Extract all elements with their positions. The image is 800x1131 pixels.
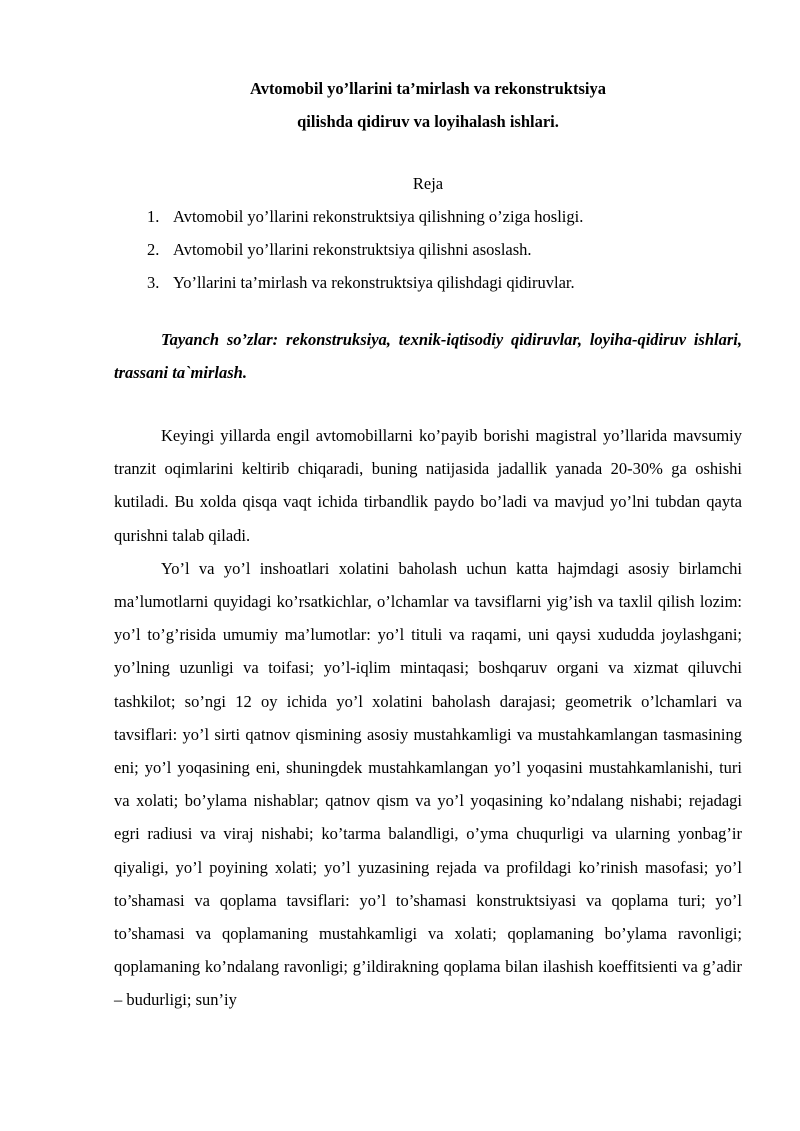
- document-page: [114, 72, 742, 1017]
- plan-item-text: Yo’llarini ta’mirlash va rekonstruktsiya qilishdagi qidiruvlar.: [173, 273, 575, 292]
- document-title-line-1: Avtomobil yo’llarini ta’mirlash va rekonstruktsiya: [250, 79, 606, 98]
- plan-item-2: [114, 233, 742, 266]
- plan-item-number: 3.: [147, 273, 160, 292]
- body-paragraph-1: Keyingi yillarda engil avtomobillarni ko’payib borishi magistral yo’llarida mavsumiy tranzit oqimlarini keltirib chiqaradi, buning natijasida jadallik yanada 20-30% ga oshishi kutiladi. Bu xolda qisqa vaqt ichida tirbandlik paydo bo’ladi va mavjud yo’lni tubdan qayta qurishni talab qiladi.: [114, 426, 742, 545]
- plan-item-text: Avtomobil yo’llarini rekonstruktsiya qilishning o’ziga hosligi.: [173, 207, 584, 226]
- plan-item-text: Avtomobil yo’llarini rekonstruktsiya qilishni asoslash.: [173, 240, 532, 259]
- plan-item-number: 2.: [147, 240, 160, 259]
- plan-heading: Reja: [412, 174, 444, 193]
- keywords-paragraph: Tayanch so’zlar: rekonstruksiya, texnik-iqtisodiy qidiruvlar, loyiha-qidiruv ishlari, trassani ta`mirlash.: [114, 330, 742, 382]
- document-title-line-2: qilishda qidiruv va loyihalash ishlari.: [297, 112, 559, 131]
- plan-item-number: 1.: [147, 207, 160, 226]
- plan-item-3: [114, 266, 742, 299]
- body-paragraph-2: Yo’l va yo’l inshoatlari xolatini baholash uchun katta hajmdagi asosiy birlamchi ma’lumotlarni quyidagi ko’rsatkichlar, o’lchamlar va tavsiflarni yig’ish va taxlil qilish lozim: yo’l to’g’risida umumiy ma’lumotlar: yo’l tituli va raqami, uni qaysi xududda joylashgani; yo’lning uzunligi va toifasi; yo’l-iqlim mintaqasi; boshqaruv organi va xizmat qiluvchi tashkilot; so’ngi 12 oy ichida yo’l xolatini baholash darajasi; geometrik o’lchamlari va tavsiflari: yo’l sirti qatnov qismining asosiy mustahkamligi va mustahkamlangan tasmasining eni; yo’l yoqasining eni, shuningdek mustahkamlangan yo’l yoqasini mustahkamlanishi, turi va xolati; bo’ylama nishablar; qatnov qism va yo’l yoqasining ko’ndalang nishabi; rejadagi egri radiusi va viraj nishabi; ko’tarma balandligi, o’yma chuqurligi va ularning yonbag’ir qiyaligi, yo’l poyining xolati; yo’l yuzasining rejada va profildagi ko’rinish masofasi; yo’l to’shamasi va qoplama tavsiflari: yo’l to’shamasi konstruktsiyasi va qoplama turi; yo’l to’shamasi va qoplamaning mustahkamligi va xolati; qoplamaning bo’ylama ravonligi; qoplamaning ko’ndalang ravonligi; g’ildirakning qoplama bilan ilashish koeffitsienti va g’adir – budurligi; sun’iy: [114, 558, 742, 1010]
- plan-list: [114, 200, 742, 299]
- plan-item-1: [114, 200, 742, 233]
